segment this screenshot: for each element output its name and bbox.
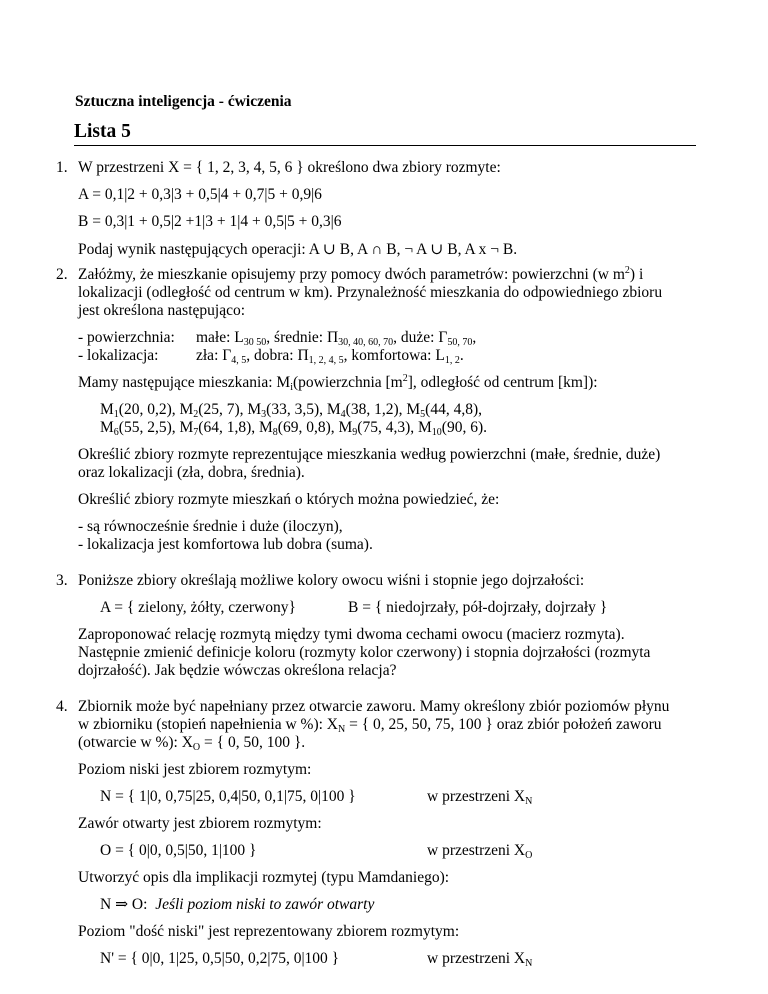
p4-n-intro: Poziom niski jest zbiorem rozmytym: (78, 761, 312, 778)
p3-intro: Poniższe zbiory określają możliwe kolory owocu wiśni i stopnie jego dojrzałości: (78, 572, 585, 589)
p4-np-set: N' = { 0|0, 1|25, 0,5|50, 0,2|75, 0|100 } (100, 950, 340, 967)
heading-rule (74, 145, 696, 146)
p1-number: 1. (56, 159, 68, 176)
p2-label-area: - powierzchnia: (78, 329, 175, 346)
p3-set-a: A = { zielony, żółty, czerwony} (100, 599, 296, 616)
course-title: Sztuczna inteligencja - ćwiczenia (75, 93, 292, 110)
p4-n-set: N = { 1|0, 0,75|25, 0,4|50, 0,1|75, 0|100 } (100, 788, 356, 805)
p2-line3: jest określona następująco: (78, 302, 246, 319)
p2-area-sets: małe: $L_{30 50}$, średnie: $\Pi_{30, 40, 60, 70}$, duże: $\Gamma_{50, 70}$, (196, 329, 477, 348)
p2-apartments-intro: Mamy następujące mieszkania: $M_i(powierzchnia$ $[m^2]$, odległość od centrum [km]): (78, 373, 598, 393)
p2-apartments-line1: $M_1(20$, 0,2), $M_2(25$, 7), $M_3(33$, 3,5), $M_4(38$, 1,2), $M_5(44$, 4,8), (100, 401, 482, 420)
p3-number: 3. (56, 572, 68, 589)
p2-task2: Określić zbiory rozmyte mieszkań o których można powiedzieć, że: (78, 491, 500, 508)
list-title: Lista 5 (74, 121, 131, 142)
p2-apartments-line2: $M_6(55$, 2,5), $M_7(64$, 1,8), $M_8(69$, 0,8), $M_9(75$, 4,3), $M_{10}(90$, 6). (100, 419, 487, 438)
p4-o-intro: Zawór otwarty jest zbiorem rozmytym: (78, 815, 322, 832)
p4-np-space: w przestrzeni $X_N$ (427, 950, 533, 969)
p2-location-sets: zła: $\Gamma_{4, 5}$, dobra: $\Pi_{1, 2, 4, 5}$, komfortowa: $L_{1, 2}$. (196, 347, 464, 366)
p4-np-intro: Poziom "dość niski" jest reprezentowany zbiorem rozmytym: (78, 923, 460, 940)
p3-line2: Następnie zmienić definicje koloru (rozmyty kolor czerwony) i stopnia dojrzałości (rozmyta (78, 644, 651, 661)
p1-set-b: B = 0,3|1 + 0,5|2 +1|3 + 1|4 + 0,5|5 + 0,3|6 (78, 213, 342, 230)
p2-number: 2. (56, 266, 68, 283)
p2-task1-line1: Określić zbiory rozmyte reprezentujące mieszkania według powierzchni (małe, średnie, duże) (78, 446, 661, 463)
p4-o-set: O = { 0|0, 0,5|50, 1|100 } (100, 842, 257, 859)
p1-intro: W przestrzeni X = { 1, 2, 3, 4, 5, 6 } określono dwa zbiory rozmyte: (78, 159, 501, 176)
p2-bullet1: - są równocześnie średnie i duże (iloczyn), (78, 518, 343, 535)
p4-o-space: w przestrzeni $X_O$ (427, 842, 533, 861)
p3-set-b: B = { niedojrzały, pół-dojrzały, dojrzały } (348, 599, 608, 616)
p3-line3: dojrzałość). Jak będzie wówczas określona relacja? (78, 662, 397, 679)
p4-impl: N ⇒ O: Jeśli poziom niski to zawór otwarty (100, 896, 375, 913)
p1-set-a: A = 0,1|2 + 0,3|3 + 0,5|4 + 0,7|5 + 0,9|6 (78, 186, 322, 203)
p4-line1: Zbiornik może być napełniany przez otwarcie zaworu. Mamy określony zbiór poziomów płynu (78, 698, 670, 715)
p4-n-space: w przestrzeni $X_N$ (427, 788, 533, 807)
p2-line2: lokalizacji (odległość od centrum w km). Przynależność mieszkania do odpowiedniego zbioru (78, 284, 663, 301)
p2-line1: Załóżmy, że mieszkanie opisujemy przy pomocy dwóch parametrów: powierzchni (w $m^2$) i (78, 265, 644, 283)
p4-number: 4. (56, 698, 68, 715)
p4-impl-intro: Utworzyć opis dla implikacji rozmytej (typu Mamdaniego): (78, 869, 450, 886)
p2-bullet2: - lokalizacja jest komfortowa lub dobra (suma). (78, 536, 373, 553)
p1-task: Podaj wynik następujących operacji: A ∪ B, A ∩ B, ¬ A ∪ B, A x ¬ B. (78, 241, 518, 258)
p4-line2: w zbiorniku (stopień napełnienia w %): $X_N$ = { 0, 25, 50, 75, 100 } oraz zbiór położeń zaworu (78, 716, 662, 735)
p3-line1: Zaproponować relację rozmytą między tymi dwoma cechami owocu (macierz rozmyta). (78, 626, 625, 643)
p2-label-location: - lokalizacja: (78, 347, 159, 364)
p4-line3: (otwarcie w %): $X_O$ = { 0, 50, 100 }. (78, 734, 306, 753)
p2-task1-line2: oraz lokalizacji (zła, dobra, średnia). (78, 464, 305, 481)
